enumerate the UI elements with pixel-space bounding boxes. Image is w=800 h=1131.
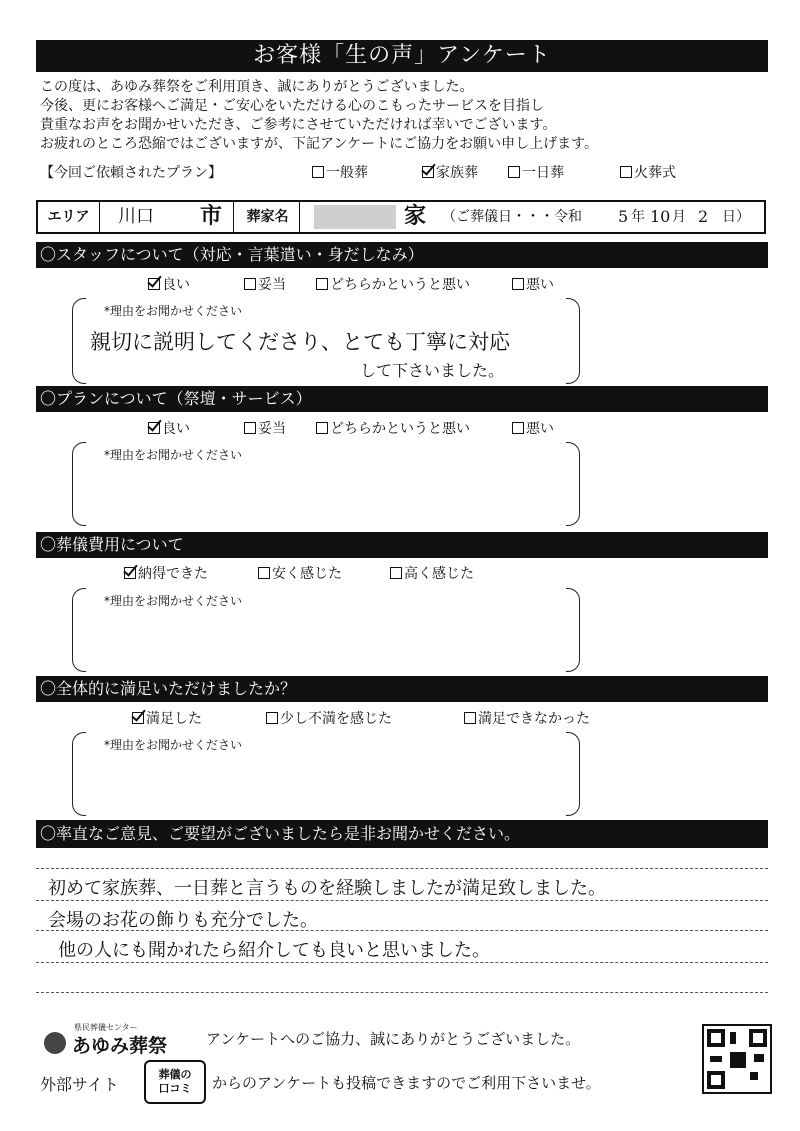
plan-selection <box>40 162 760 184</box>
staff-reason-box[interactable] <box>72 298 580 384</box>
section-opinion-header: 〇率直なご意見、ご要望がございましたら是非お聞かせください。 <box>36 820 768 848</box>
section-overall-header: 〇全体的に満足いただけましたか？ <box>36 676 768 702</box>
checkbox-checked-icon[interactable] <box>422 166 434 178</box>
funeral-date-month-unit: 月 <box>672 209 686 225</box>
checkbox-icon[interactable] <box>258 567 270 579</box>
section-plan-header: 〇プランについて（祭壇・サービス） <box>36 386 768 412</box>
funeral-date-month[interactable]: 10 <box>650 207 671 226</box>
cost-option-satisfied[interactable]: 納得できた <box>124 563 208 583</box>
intro-line: 貴重なお声をお聞かせいただき、ご参考にさせていただければ幸いでございます。 <box>40 117 557 133</box>
section-cost-header: 〇葬儀費用について <box>36 532 768 558</box>
opinion-line: 他の人にも聞かれたら紹介しても良いと思いました。 <box>58 940 490 961</box>
ruled-line <box>36 900 768 901</box>
footer-thanks: アンケートへのご協力、誠にありがとうございました。 <box>206 1030 581 1048</box>
page-title: お客様「生の声」アンケート <box>36 40 768 72</box>
plan-reason-box[interactable] <box>72 442 580 526</box>
checkbox-checked-icon[interactable] <box>148 422 160 434</box>
staff-options <box>0 274 800 294</box>
plan-eval-option-good[interactable]: 良い <box>148 418 190 438</box>
external-site-label: 外部サイト <box>40 1075 119 1094</box>
overall-reason-box[interactable] <box>72 732 580 816</box>
checkbox-icon[interactable] <box>244 422 256 434</box>
plan-label: 【今回ご依頼されたプラン】 <box>40 165 222 181</box>
staff-comment-line: 親切に説明してくださり、とても丁寧に対応 <box>90 330 510 354</box>
intro-line: 今後、更にお客様へご満足・ご安心をいただける心のこもったサービスを目指し <box>40 98 544 114</box>
plan-option-kazoku[interactable]: 家族葬 <box>422 162 478 182</box>
cost-reason-box[interactable] <box>72 588 580 672</box>
opinion-line: 会場のお花の飾りも充分でした。 <box>48 910 318 931</box>
family-suffix: 家 <box>404 204 427 229</box>
overall-option-satisfied[interactable]: 満足した <box>132 708 202 728</box>
company-logo <box>44 1022 194 1056</box>
plan-option-ippan[interactable]: 一般葬 <box>312 162 368 182</box>
checkbox-icon[interactable] <box>508 166 520 178</box>
info-box <box>36 200 766 234</box>
ruled-line <box>36 992 768 993</box>
family-label: 葬家名 <box>236 202 300 232</box>
plan-eval-option-fair[interactable]: 妥当 <box>244 418 286 438</box>
overall-options <box>0 708 800 728</box>
checkbox-icon[interactable] <box>512 422 524 434</box>
plan-options <box>0 418 800 438</box>
funeral-date-prefix: （ご葬儀日・・・令和 <box>442 209 582 225</box>
ruled-line <box>36 962 768 963</box>
checkbox-icon[interactable] <box>620 166 632 178</box>
intro-line: お疲れのところ恐縮ではございますが、下記アンケートにご協力をお願い申し上げます。 <box>40 136 599 152</box>
reason-label: *理由をお聞かせください <box>104 304 243 318</box>
checkbox-checked-icon[interactable] <box>132 712 144 724</box>
checkbox-icon[interactable] <box>390 567 402 579</box>
redacted-name <box>314 205 396 229</box>
checkbox-icon[interactable] <box>244 278 256 290</box>
checkbox-icon[interactable] <box>316 422 328 434</box>
reason-label: *理由をお聞かせください <box>104 594 243 608</box>
intro-text <box>40 78 760 154</box>
external-site-text: からのアンケートも投稿できますのでご利用下さいませ。 <box>212 1074 601 1092</box>
overall-option-unsatisfied[interactable]: 満足できなかった <box>464 708 590 728</box>
opinion-line: 初めて家族葬、一日葬と言うものを経験しましたが満足致しました。 <box>48 878 606 899</box>
plan-eval-option-bad[interactable]: 悪い <box>512 418 554 438</box>
ruled-line <box>36 868 768 869</box>
badge-line: 葬儀の <box>158 1068 192 1081</box>
logo-mark-icon <box>44 1032 66 1054</box>
cost-option-expensive[interactable]: 高く感じた <box>390 563 474 583</box>
plan-eval-option-somewhat-bad[interactable]: どちらかというと悪い <box>316 418 470 438</box>
qr-code-icon[interactable] <box>702 1024 772 1094</box>
cost-options <box>0 563 800 583</box>
funeral-date-day-unit: 日） <box>722 209 750 225</box>
checkbox-icon[interactable] <box>266 712 278 724</box>
reason-label: *理由をお聞かせください <box>104 448 243 462</box>
checkbox-icon[interactable] <box>512 278 524 290</box>
area-label: エリア <box>38 202 100 232</box>
reason-label: *理由をお聞かせください <box>104 738 243 752</box>
staff-comment-line: して下さいました。 <box>360 361 505 380</box>
section-staff-header: 〇スタッフについて（対応・言葉遣い・身だしなみ） <box>36 242 768 268</box>
checkbox-checked-icon[interactable] <box>148 278 160 290</box>
funeral-date-year[interactable]: 5 <box>618 207 629 226</box>
staff-option-somewhat-bad[interactable]: どちらかというと悪い <box>316 274 470 294</box>
checkbox-icon[interactable] <box>316 278 328 290</box>
funeral-date-day[interactable]: 2 <box>698 207 709 226</box>
overall-option-slightly-unsatisfied[interactable]: 少し不満を感じた <box>266 708 392 728</box>
checkbox-icon[interactable] <box>312 166 324 178</box>
kuchikomi-badge[interactable] <box>144 1060 206 1104</box>
plan-option-ichinichi[interactable]: 一日葬 <box>508 162 564 182</box>
checkbox-icon[interactable] <box>464 712 476 724</box>
logo-small-text: 県民葬儀センター <box>74 1023 138 1032</box>
area-value[interactable]: 川口 <box>118 206 154 227</box>
area-suffix: 市 <box>200 202 234 232</box>
logo-name: あゆみ葬祭 <box>72 1035 168 1057</box>
badge-line: 口コミ <box>158 1082 192 1095</box>
cost-option-cheap[interactable]: 安く感じた <box>258 563 342 583</box>
staff-option-good[interactable]: 良い <box>148 274 190 294</box>
intro-line: この度は、あゆみ葬祭をご利用頂き、誠にありがとうございました。 <box>40 79 474 95</box>
staff-option-fair[interactable]: 妥当 <box>244 274 286 294</box>
checkbox-checked-icon[interactable] <box>124 567 136 579</box>
staff-option-bad[interactable]: 悪い <box>512 274 554 294</box>
plan-option-kasou[interactable]: 火葬式 <box>620 162 676 182</box>
funeral-date-year-unit: 年 <box>631 209 645 225</box>
